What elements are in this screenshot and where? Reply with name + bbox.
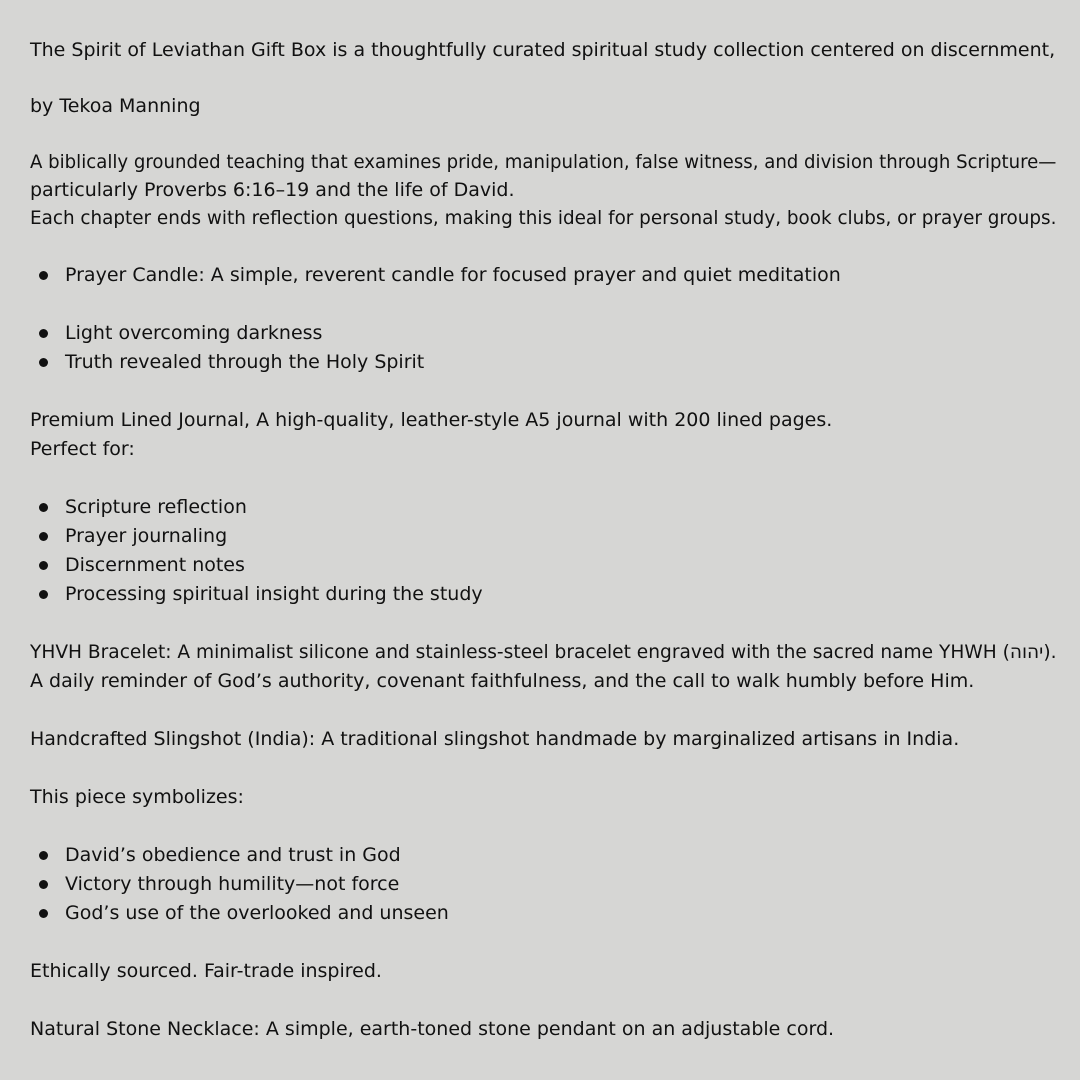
bracelet-description xyxy=(30,638,1057,667)
book-description-line: Each chapter ends with reflection questions, making this ideal for personal study, book clubs, or prayer groups. xyxy=(30,207,1057,229)
bracelet-text: YHVH Bracelet: A minimalist silicone and stainless-steel bracelet engraved with the sacred name YHWH ( xyxy=(30,641,1010,663)
slingshot-meaning-item: David’s obedience and trust in God xyxy=(65,841,401,870)
slingshot-meaning-item: God’s use of the overlooked and unseen xyxy=(65,899,449,928)
candle-symbol-item: Light overcoming darkness xyxy=(65,319,322,348)
bracelet-reminder: A daily reminder of God’s authority, covenant faithfulness, and the call to walk humbly before Him. xyxy=(30,670,975,692)
slingshot-symbolizes-heading: This piece symbolizes: xyxy=(30,786,244,808)
candle-symbol-item: Truth revealed through the Holy Spirit xyxy=(65,348,424,377)
prayer-candle-item: Prayer Candle: A simple, reverent candle for focused prayer and quiet meditation xyxy=(65,261,841,290)
journal-perfect-for: Perfect for: xyxy=(30,438,135,460)
slingshot-description: Handcrafted Slingshot (India): A traditional slingshot handmade by marginalized artisans in India. xyxy=(30,728,960,750)
book-description-line: particularly Proverbs 6:16–19 and the life of David. xyxy=(30,179,515,201)
necklace-description: Natural Stone Necklace: A simple, earth-toned stone pendant on an adjustable cord. xyxy=(30,1018,835,1040)
author-byline: by Tekoa Manning xyxy=(30,95,201,117)
bracelet-text-end: ). xyxy=(1043,641,1057,663)
journal-use-item: Prayer journaling xyxy=(65,522,227,551)
book-description-line: A biblically grounded teaching that examines pride, manipulation, false witness, and division through Scripture— xyxy=(30,151,1057,173)
hebrew-name: יהוה xyxy=(1009,641,1044,663)
intro-paragraph: The Spirit of Leviathan Gift Box is a thoughtfully curated spiritual study collection centered on discernment, xyxy=(30,39,1056,61)
slingshot-meaning-item: Victory through humility—not force xyxy=(65,870,399,899)
journal-use-item: Scripture reflection xyxy=(65,493,247,522)
journal-description: Premium Lined Journal, A high-quality, leather-style A5 journal with 200 lined pages. xyxy=(30,409,833,431)
journal-use-item: Discernment notes xyxy=(65,551,245,580)
journal-use-item: Processing spiritual insight during the study xyxy=(65,580,483,609)
ethics-statement: Ethically sourced. Fair-trade inspired. xyxy=(30,960,382,982)
